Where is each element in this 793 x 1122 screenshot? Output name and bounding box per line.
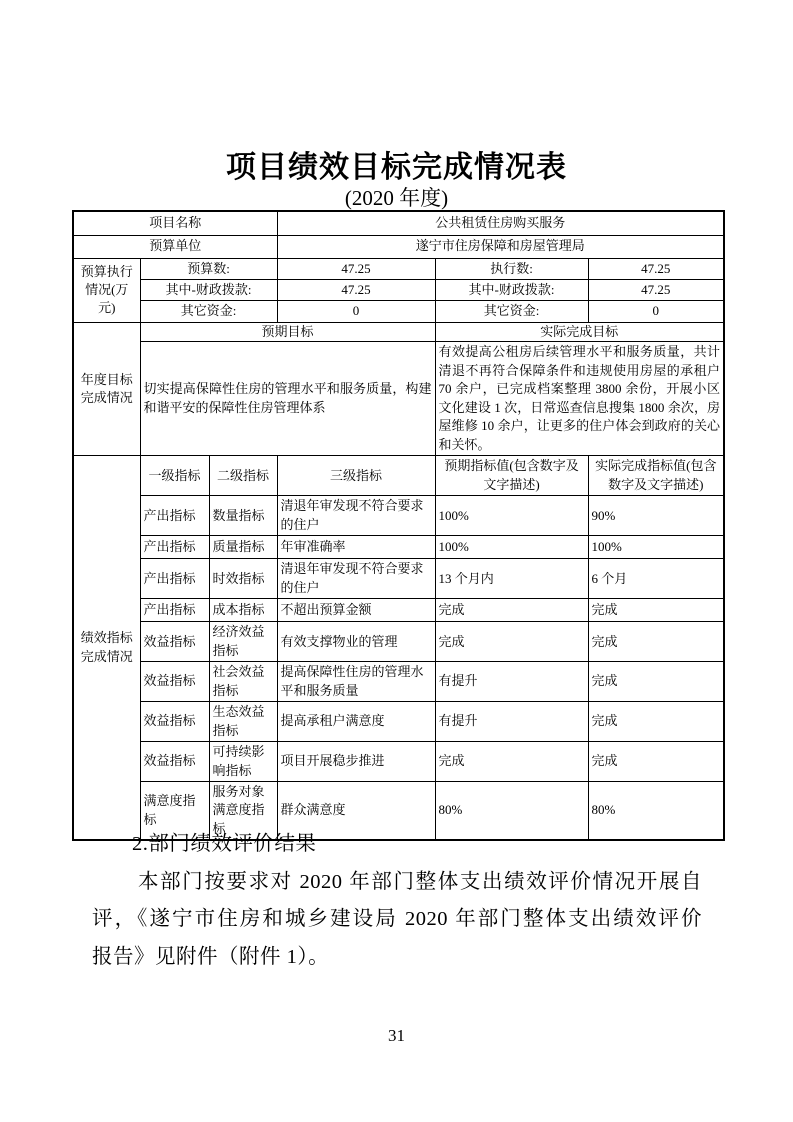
- cell-level3: 年审准确率: [277, 536, 435, 559]
- cell-level2: 质量指标: [209, 536, 277, 559]
- budget-value: 0: [588, 301, 724, 322]
- budget-label: 其中-财政拨款:: [140, 279, 277, 300]
- cell-level3: 群众满意度: [277, 782, 435, 841]
- budget-label: 其它资金:: [435, 301, 588, 322]
- paragraph-line: 本部门按要求对 2020 年部门整体支出绩效评价情况开展自: [138, 870, 702, 893]
- cell-level3: 清退年审发现不符合要求的住户: [277, 496, 435, 536]
- cell-level2: 时效指标: [209, 559, 277, 599]
- actual-goal-text: 有效提高公租房后续管理水平和服务质量，共计清退不再符合保障条件和违规使用房屋的承租户 70 余户，已完成档案整理 3800 余份，开展小区文化建设 1 次，日常巡查信息搜集 1800 余次，房屋维修 10 余户，让更多的住户体会到政府的关心和关怀。: [435, 342, 724, 456]
- indicator-row: [73, 702, 724, 742]
- cell-expected: 有提升: [435, 662, 588, 702]
- budget-value: 47.25: [588, 258, 724, 279]
- indicator-row: [73, 622, 724, 662]
- paragraph-line: 报告》见附件（附件 1）。: [92, 945, 330, 968]
- cell-level2: 数量指标: [209, 496, 277, 536]
- cell-actual: 完成: [588, 702, 724, 742]
- row-indicator-header: [73, 456, 724, 496]
- indicator-header-actual: 实际完成指标值(包含数字及文字描述): [588, 456, 724, 496]
- budget-unit-value: 遂宁市住房保障和房屋管理局: [277, 235, 724, 258]
- cell-actual: 完成: [588, 622, 724, 662]
- cell-expected: 有提升: [435, 702, 588, 742]
- project-name-value: 公共租赁住房购买服务: [277, 211, 724, 235]
- cell-expected: 100%: [435, 496, 588, 536]
- cell-level2: 经济效益指标: [209, 622, 277, 662]
- cell-expected: 13 个月内: [435, 559, 588, 599]
- indicator-header-level2: 二级指标: [209, 456, 277, 496]
- body-text-block: [72, 826, 702, 976]
- row-budget-3: [73, 301, 724, 322]
- cell-actual: 6 个月: [588, 559, 724, 599]
- cell-actual: 100%: [588, 536, 724, 559]
- performance-table: [72, 210, 725, 841]
- project-name-label: 项目名称: [73, 211, 277, 235]
- cell-level1: 产出指标: [140, 536, 209, 559]
- indicator-header-expected: 预期指标值(包含数字及文字描述): [435, 456, 588, 496]
- cell-level3: 提高承租户满意度: [277, 702, 435, 742]
- budget-value: 0: [277, 301, 435, 322]
- row-goal-header: [73, 322, 724, 341]
- cell-level1: 效益指标: [140, 742, 209, 782]
- cell-actual: 完成: [588, 662, 724, 702]
- budget-label: 其它资金:: [140, 301, 277, 322]
- budget-unit-label: 预算单位: [73, 235, 277, 258]
- indicator-row: [73, 662, 724, 702]
- cell-level1: 效益指标: [140, 662, 209, 702]
- cell-level2: 服务对象满意度指标: [209, 782, 277, 841]
- section-heading: 2.部门绩效评价结果: [132, 833, 317, 855]
- cell-level1: 满意度指标: [140, 782, 209, 841]
- cell-level1: 产出指标: [140, 496, 209, 536]
- cell-actual: 80%: [588, 782, 724, 841]
- perf-label: 绩效指标完成情况: [73, 456, 140, 841]
- indicator-row: [73, 536, 724, 559]
- cell-expected: 80%: [435, 782, 588, 841]
- indicator-row: [73, 742, 724, 782]
- cell-level1: 产出指标: [140, 599, 209, 622]
- row-budget-2: [73, 279, 724, 300]
- cell-actual: 90%: [588, 496, 724, 536]
- budget-value: 47.25: [588, 279, 724, 300]
- row-goal-content: [73, 342, 724, 456]
- cell-level2: 成本指标: [209, 599, 277, 622]
- budget-label: 执行数:: [435, 258, 588, 279]
- indicator-header-level1: 一级指标: [140, 456, 209, 496]
- annual-goal-label: 年度目标完成情况: [73, 322, 140, 455]
- cell-expected: 完成: [435, 622, 588, 662]
- cell-level1: 产出指标: [140, 559, 209, 599]
- indicator-header-level3: 三级指标: [277, 456, 435, 496]
- row-budget-unit: [73, 235, 724, 258]
- cell-actual: 完成: [588, 599, 724, 622]
- cell-level3: 清退年审发现不符合要求的住户: [277, 559, 435, 599]
- cell-level1: 效益指标: [140, 702, 209, 742]
- expected-goal-text: 切实提高保障性住房的管理水平和服务质量，构建和谐平安的保障性住房管理体系: [140, 342, 435, 456]
- indicator-row: [73, 599, 724, 622]
- cell-expected: 完成: [435, 599, 588, 622]
- cell-expected: 100%: [435, 536, 588, 559]
- cell-level3: 不超出预算金额: [277, 599, 435, 622]
- indicator-row: [73, 496, 724, 536]
- row-budget-1: [73, 258, 724, 279]
- cell-level2: 生态效益指标: [209, 702, 277, 742]
- document-subtitle: (2020 年度): [344, 186, 449, 210]
- budget-label: 预算数:: [140, 258, 277, 279]
- budget-value: 47.25: [277, 258, 435, 279]
- page-number: 31: [388, 1026, 405, 1045]
- cell-actual: 完成: [588, 742, 724, 782]
- cell-level3: 提高保障性住房的管理水平和服务质量: [277, 662, 435, 702]
- document-title: 项目绩效目标完成情况表: [226, 151, 567, 184]
- budget-value: 47.25: [277, 279, 435, 300]
- indicator-row: [73, 559, 724, 599]
- cell-expected: 完成: [435, 742, 588, 782]
- paragraph-line: 评，《遂宁市住房和城乡建设局 2020 年部门整体支出绩效评价: [92, 908, 702, 930]
- cell-level2: 可持续影响指标: [209, 742, 277, 782]
- cell-level3: 有效支撑物业的管理: [277, 622, 435, 662]
- cell-level1: 效益指标: [140, 622, 209, 662]
- budget-label: 其中-财政拨款:: [435, 279, 588, 300]
- cell-level3: 项目开展稳步推进: [277, 742, 435, 782]
- row-project-name: [73, 211, 724, 235]
- budget-exec-label: 预算执行情况(万元): [73, 258, 140, 322]
- actual-goal-header: 实际完成目标: [435, 322, 724, 341]
- expected-goal-header: 预期目标: [140, 322, 435, 341]
- cell-level2: 社会效益指标: [209, 662, 277, 702]
